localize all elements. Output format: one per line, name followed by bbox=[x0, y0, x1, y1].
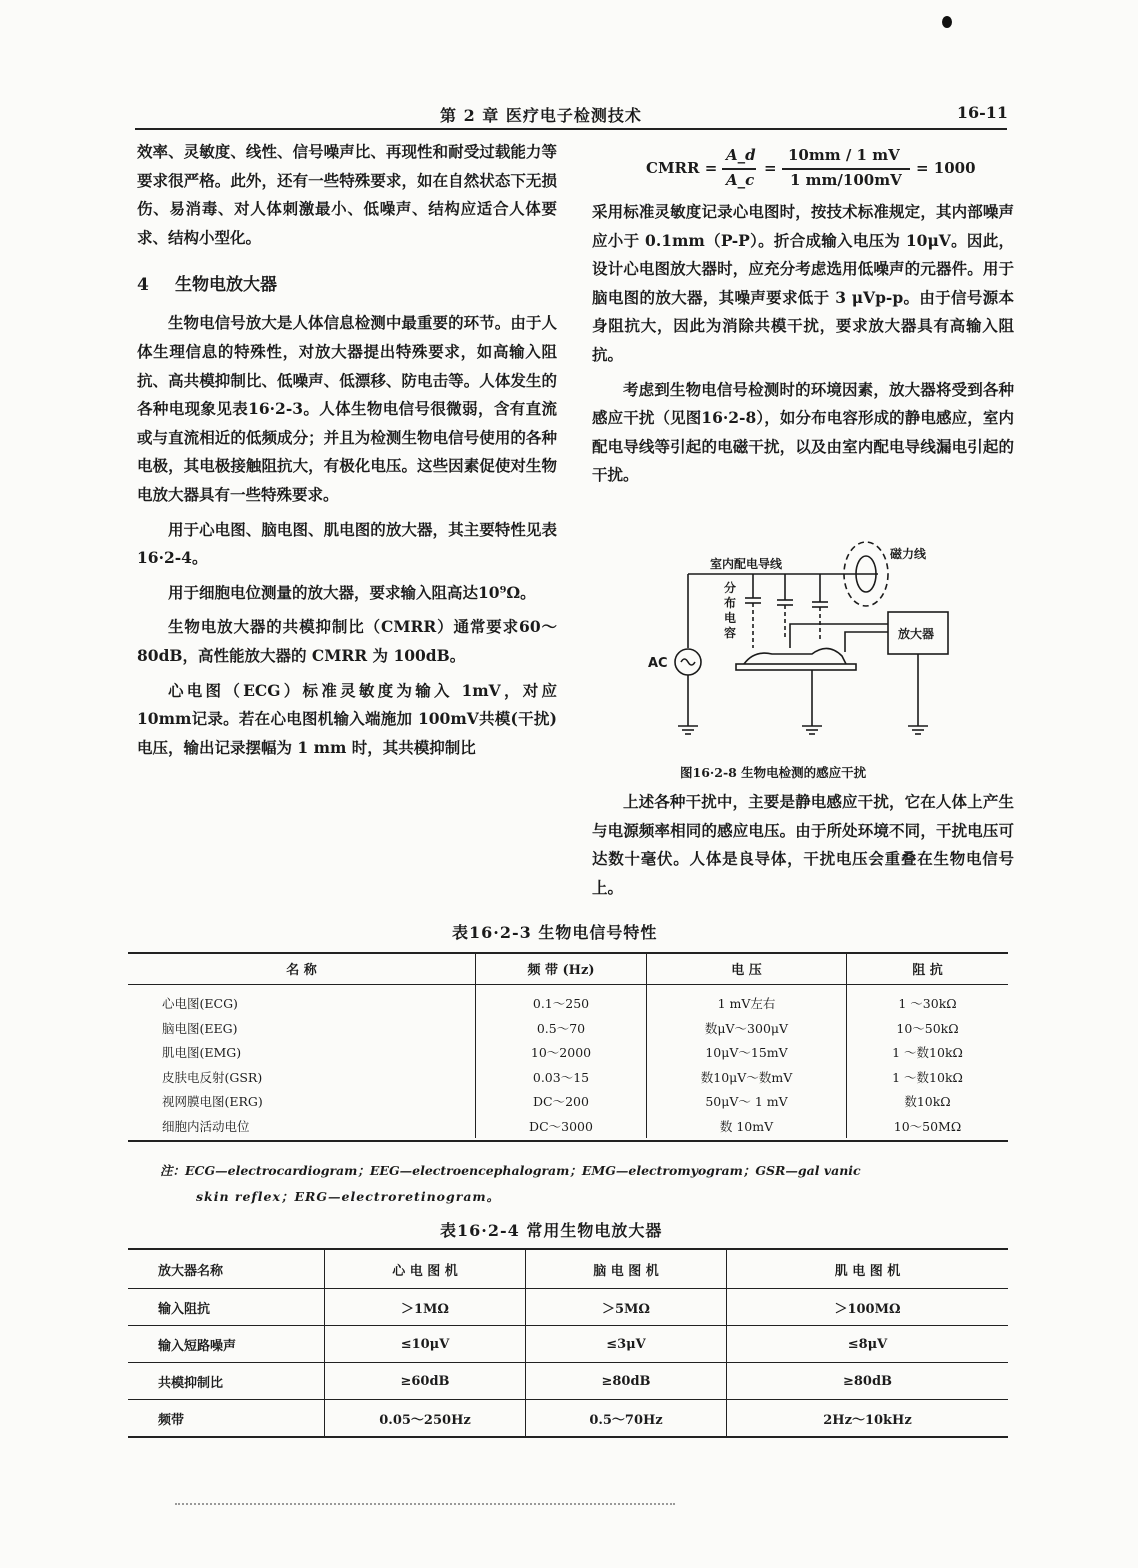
page-header-title: 第 2 章 医疗电子检测技术 bbox=[440, 106, 642, 125]
table-cell: 数μV～300μV bbox=[647, 1016, 847, 1041]
table-cell: 0.03～15 bbox=[476, 1065, 647, 1090]
paragraph-amp-specs: 用于心电图、脑电图、肌电图的放大器，其主要特性见表16·2-4。 bbox=[137, 519, 557, 568]
table-cell: 输入短路噪声 bbox=[128, 1326, 325, 1363]
table-row bbox=[128, 1400, 1008, 1438]
table4-title: 表16·2-4 常用生物电放大器 bbox=[440, 1221, 663, 1240]
table-cell: 频带 bbox=[128, 1400, 325, 1438]
table3-bottom-rule bbox=[128, 1140, 1008, 1142]
table-cell: ≤10μV bbox=[325, 1326, 526, 1363]
note-line-2: skin reflex；ERG—electroretinogram。 bbox=[196, 1189, 501, 1204]
patient-bed bbox=[736, 664, 856, 670]
figure-caption: 图16·2-8 生物电检测的感应干扰 bbox=[680, 765, 867, 780]
paragraph-ecg-sensitivity: 心电图（ECG）标准灵敏度为输入 1mV，对应 10mm记录。若在心电图机输入端施加 100mV共模(干扰)电压，输出记录摆幅为 1 mm 时，其共模抑制比 bbox=[137, 680, 557, 757]
table-row bbox=[128, 1326, 1008, 1363]
table3-header: 电 压 bbox=[647, 952, 847, 985]
header-rule bbox=[135, 128, 1007, 130]
label-cap-3: 电 bbox=[724, 611, 737, 625]
table-cell: 0.1～250 bbox=[476, 985, 647, 1016]
right-column bbox=[592, 198, 1014, 496]
table-cell: DC～3000 bbox=[476, 1114, 647, 1139]
table-cell: ＞5MΩ bbox=[526, 1289, 727, 1326]
formula-lhs: CMRR = bbox=[646, 159, 718, 177]
paragraph-interference: 考虑到生物电信号检测时的环境因素，放大器将受到各种感应干扰（见图16·2-8），如分布电容形成的静电感应，室内配电导线等引起的电磁干扰，以及由室内配电导线漏电引起的干扰。 bbox=[592, 379, 1014, 485]
table-row bbox=[128, 985, 1008, 1016]
paragraph-cmrr: 生物电放大器的共模抑制比（CMRR）通常要求60～80dB，高性能放大器的 CMRR 为 100dB。 bbox=[137, 617, 557, 665]
paragraph-bioamp: 生物电信号放大是人体信息检测中最重要的环节。由于人体生理信息的特殊性，对放大器提出特殊要求，如高输入阻抗、高共模抑制比、低噪声、低漂移、防电击等。人体发生的各种电现象见表16·2-3。人体生物电信号很微弱，含有直流或与直流相近的低频成分；并且为检测生物电信号使用的各种电极，其电极接触阻抗大，有极化电压。这些因素促使对生物电放大器具有一些特殊要求。 bbox=[137, 313, 557, 504]
table4-header: 心 电 图 机 bbox=[325, 1249, 526, 1289]
intro-paragraph: 效率、灵敏度、线性、信号噪声比、再现性和耐受过载能力等要求很严格。此外，还有一些特殊要求，如在自然状态下无损伤、易消毒、对人体刺激最小、低噪声、结构应适合人体要求、结构小型化。 bbox=[137, 142, 557, 247]
label-mains-wire: 室内配电导线 bbox=[710, 557, 783, 571]
paragraph-static-induction: 上述各种干扰中，主要是静电感应干扰，它在人体上产生与电源频率相同的感应电压。由于所处环境不同，干扰电压可达数十毫伏。人体是良导体，干扰电压会重叠在生物电信号上。 bbox=[592, 792, 1014, 897]
label-cap-2: 布 bbox=[724, 596, 737, 610]
table-cell: 2Hz～10kHz bbox=[727, 1400, 1009, 1438]
label-ac: AC bbox=[648, 656, 668, 671]
table4-header: 放大器名称 bbox=[128, 1249, 325, 1289]
table4-header: 肌 电 图 机 bbox=[727, 1249, 1009, 1289]
formula-numerator-ad: A_d bbox=[726, 146, 756, 164]
table-cell: 心电图(ECG) bbox=[162, 996, 238, 1012]
table-cell: ≥80dB bbox=[727, 1363, 1009, 1400]
formula-equals: = bbox=[764, 159, 777, 177]
table-cell: ≥60dB bbox=[325, 1363, 526, 1400]
table-cell: 50μV～ 1 mV bbox=[647, 1089, 847, 1114]
bioelectric-signal-table bbox=[128, 952, 1008, 1138]
table-cell: 10～50kΩ bbox=[847, 1016, 1009, 1041]
table3-header: 阻 抗 bbox=[847, 952, 1009, 985]
label-flux: 磁力线 bbox=[890, 547, 927, 561]
label-cap-1: 分 bbox=[724, 581, 737, 595]
table3-note bbox=[160, 1158, 980, 1210]
table3-header: 频 带 (Hz) bbox=[476, 952, 647, 985]
table-cell: 0.05～250Hz bbox=[325, 1400, 526, 1438]
table-row bbox=[128, 1289, 1008, 1326]
table-cell: 视网膜电图(ERG) bbox=[162, 1094, 263, 1110]
ink-dot bbox=[942, 16, 952, 28]
table-row bbox=[128, 1065, 1008, 1090]
formula-denominator-2: 1 mm/100mV bbox=[790, 171, 902, 189]
table4-header: 脑 电 图 机 bbox=[526, 1249, 727, 1289]
table-row bbox=[128, 1040, 1008, 1065]
right-column-lower bbox=[592, 788, 1014, 908]
table-cell: ≤8μV bbox=[727, 1326, 1009, 1363]
table-cell: 0.5～70 bbox=[476, 1016, 647, 1041]
formula-result: = 1000 bbox=[916, 159, 976, 177]
table-cell: ＞100MΩ bbox=[727, 1289, 1009, 1326]
section-number: 4 bbox=[137, 275, 149, 296]
paragraph-cell-potential: 用于细胞电位测量的放大器，要求输入阻高达10⁹Ω。 bbox=[168, 582, 536, 602]
table-cell: 10μV～15mV bbox=[647, 1040, 847, 1065]
table3-header: 名 称 bbox=[128, 952, 476, 985]
table-cell: 数10kΩ bbox=[847, 1089, 1009, 1114]
label-amplifier: 放大器 bbox=[898, 627, 935, 641]
table-row bbox=[128, 1089, 1008, 1114]
table-cell: 数10μV～数mV bbox=[647, 1065, 847, 1090]
table-cell: ＞1MΩ bbox=[325, 1289, 526, 1326]
table-cell: 皮肤电反射(GSR) bbox=[162, 1069, 263, 1085]
table-cell: 0.5～70Hz bbox=[526, 1400, 727, 1438]
interference-figure bbox=[640, 540, 980, 740]
table-cell: 1 ～数10kΩ bbox=[847, 1040, 1009, 1065]
table-cell: DC～200 bbox=[476, 1089, 647, 1114]
table-cell: 脑电图(EEG) bbox=[162, 1020, 238, 1036]
label-cap-4: 容 bbox=[724, 626, 737, 640]
table-cell: 1 ～30kΩ bbox=[847, 985, 1009, 1016]
table-cell: ≥80dB bbox=[526, 1363, 727, 1400]
bioamp-table bbox=[128, 1248, 1008, 1438]
table-row bbox=[128, 1363, 1008, 1400]
note-line-1: 注：ECG—electrocardiogram；EEG—electroencephalogram；EMG—electromyogram；GSR—gal vanic bbox=[160, 1163, 861, 1178]
page-number: 16-11 bbox=[956, 103, 1008, 122]
lead-wire-2 bbox=[845, 632, 888, 652]
patient-body bbox=[744, 648, 846, 664]
table-cell: 细胞内活动电位 bbox=[162, 1118, 250, 1134]
table3-title: 表16·2-3 生物电信号特性 bbox=[452, 923, 658, 942]
cmrr-formula bbox=[640, 146, 1000, 192]
formula-numerator-2: 10mm / 1 mV bbox=[788, 146, 900, 164]
table-row bbox=[128, 1016, 1008, 1041]
left-column bbox=[137, 138, 557, 768]
table-cell: 1 ～数10kΩ bbox=[847, 1065, 1009, 1090]
section-title: 生物电放大器 bbox=[175, 275, 277, 296]
formula-denominator-ac: A_c bbox=[726, 171, 755, 189]
table-cell: 10～50MΩ bbox=[847, 1114, 1009, 1139]
table-cell: 输入阻抗 bbox=[128, 1289, 325, 1326]
table-cell: 数 10mV bbox=[647, 1114, 847, 1139]
paragraph-noise: 采用标准灵敏度记录心电图时，按技术标准规定，其内部噪声应小于 0.1mm（P-P）。折合成输入电压为 10μV。因此，设计心电图放大器时，应充分考虑选用低噪声的元器件。用于脑电图的放大器，其噪声要求低于 3 μVp-p。由于信号源本身阻抗大，因此为消除共模干扰，要求放大器具有高输入阻抗。 bbox=[592, 202, 1014, 364]
table-cell: ≤3μV bbox=[526, 1326, 727, 1363]
table-cell: 10～2000 bbox=[476, 1040, 647, 1065]
table-cell: 肌电图(EMG) bbox=[162, 1045, 242, 1061]
fraction-bar bbox=[722, 168, 756, 170]
lead-wire-1 bbox=[790, 624, 888, 648]
table-row bbox=[128, 1114, 1008, 1139]
table-cell: 1 mV左右 bbox=[647, 985, 847, 1016]
section-heading bbox=[137, 270, 557, 295]
fraction-bar bbox=[782, 168, 910, 170]
table-cell: 共模抑制比 bbox=[128, 1363, 325, 1400]
footer-dotted-rule bbox=[175, 1503, 675, 1505]
